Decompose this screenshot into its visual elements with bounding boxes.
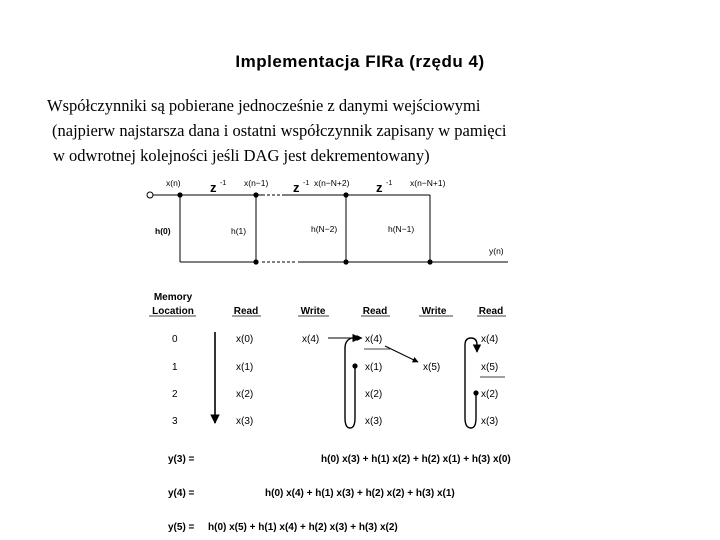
delay-symbol-1: z: [210, 180, 217, 195]
description-line-1: Współczynniki są pobierane jednocześnie z danymi wejściowymi: [47, 96, 481, 115]
write2-arrow: [385, 346, 418, 362]
coeff-label-1: h(1): [231, 226, 247, 236]
header-write-1: Write: [300, 306, 326, 317]
description-line-2: (najpierw najstarsza dana i ostatni współczynnik zapisany w pamięci: [52, 121, 507, 140]
read3-cell-1: x(5): [481, 362, 499, 373]
fir-filter-diagram: [147, 178, 508, 265]
input-node: [147, 192, 153, 198]
page-title: Implementacja FIRa (rzędu 4): [235, 52, 485, 71]
equation-rhs-1: h(0) x(4) + h(1) x(3) + h(2) x(2) + h(3) x(1): [265, 488, 455, 499]
read1-cell-3: x(3): [236, 416, 254, 427]
coeff-label-0: h(0): [155, 226, 171, 236]
junction-dot: [343, 259, 348, 264]
write1-cell-0: x(4): [302, 334, 320, 345]
read2-loop-arrow: [345, 338, 360, 428]
output-label: y(n): [489, 246, 504, 256]
read2-cell-2: x(2): [365, 389, 383, 400]
read2-cell-0: x(4): [365, 334, 383, 345]
header-location: Location: [152, 306, 194, 317]
tap-label-0: x(n): [166, 178, 181, 188]
delay-symbol-3: z: [376, 180, 383, 195]
read3-cell-3: x(3): [481, 416, 499, 427]
junction-dot: [427, 259, 432, 264]
description-line-3: w odwrotnej kolejności jeśli DAG jest dekrementowany): [53, 146, 430, 165]
header-write-2: Write: [421, 306, 447, 317]
coeff-label-2: h(N−2): [311, 224, 338, 234]
header-memory: Memory: [153, 292, 193, 303]
header-read-3: Read: [478, 306, 504, 317]
tap-label-3: x(n−N+1): [410, 178, 446, 188]
equation-rhs-2: h(0) x(5) + h(1) x(4) + h(2) x(3) + h(3) x(2): [208, 522, 398, 533]
read1-cell-1: x(1): [236, 362, 254, 373]
junction-dot: [343, 192, 348, 197]
header-read-1: Read: [233, 306, 259, 317]
equation-rhs-0: h(0) x(3) + h(1) x(2) + h(2) x(1) + h(3) x(0): [321, 454, 511, 465]
read3-cell-0: x(4): [481, 334, 499, 345]
delay-exponent-3: -1: [386, 180, 393, 187]
equation-lhs-0: y(3) =: [168, 454, 195, 465]
equation-lhs-2: y(5) =: [168, 522, 195, 533]
read3-loop-arrow: [465, 338, 477, 428]
delay-exponent-1: -1: [220, 180, 227, 187]
junction-dot: [253, 192, 258, 197]
header-read-2: Read: [362, 306, 388, 317]
coeff-label-3: h(N−1): [388, 224, 415, 234]
location-2: 2: [172, 389, 178, 400]
location-3: 3: [172, 416, 178, 427]
tap-label-2: x(n−N+2): [314, 178, 350, 188]
tap-label-1: x(n−1): [244, 178, 269, 188]
read2-cell-3: x(3): [365, 416, 383, 427]
location-0: 0: [172, 334, 178, 345]
equations: [168, 454, 511, 533]
junction-dot: [177, 192, 182, 197]
read3-cell-2: x(2): [481, 389, 499, 400]
delay-symbol-2: z: [293, 180, 300, 195]
equation-lhs-1: y(4) =: [168, 488, 195, 499]
junction-dot: [253, 259, 258, 264]
read2-cell-1: x(1): [365, 362, 383, 373]
delay-exponent-2: -1: [303, 180, 310, 187]
read1-cell-0: x(0): [236, 334, 254, 345]
read1-cell-2: x(2): [236, 389, 254, 400]
write2-cell-1: x(5): [423, 362, 441, 373]
location-1: 1: [172, 362, 178, 373]
memory-table: [149, 292, 506, 428]
